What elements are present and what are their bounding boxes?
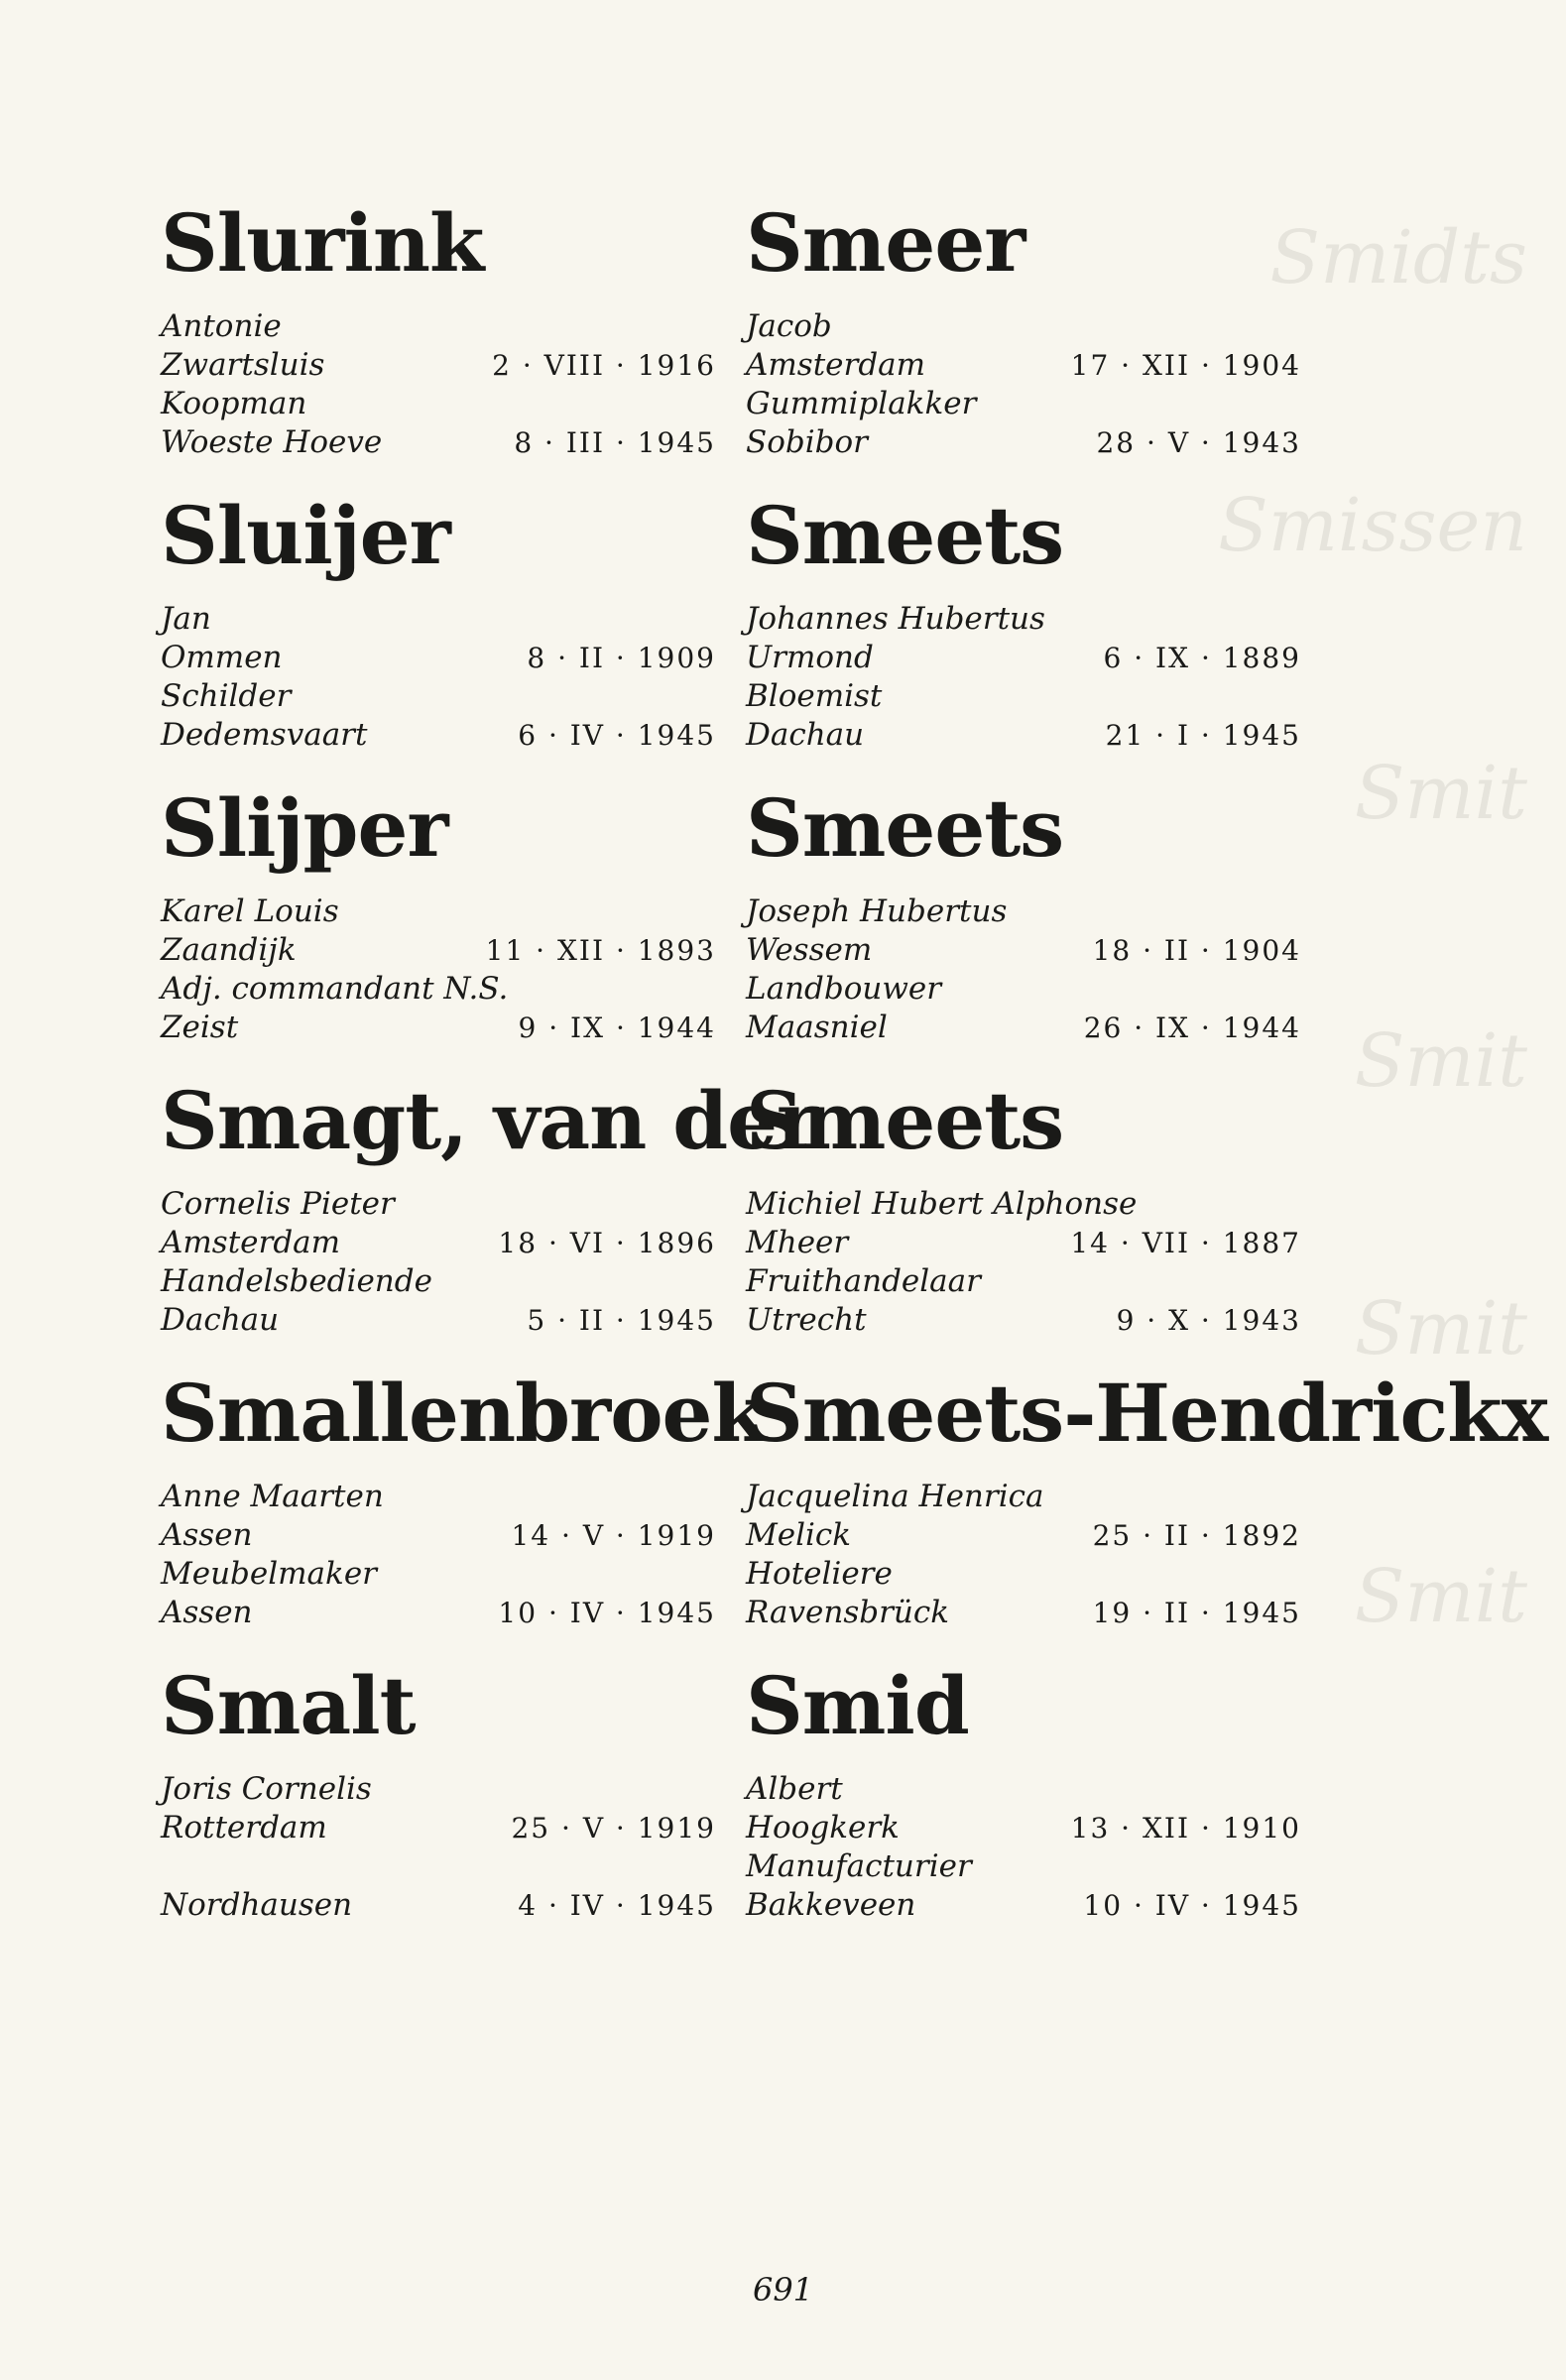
death-date: 28 · V · 1943 — [1096, 426, 1301, 459]
death-place-row — [161, 1301, 716, 1340]
birthplace: Amsterdam — [161, 1225, 341, 1260]
occupation: Fruithandelaar — [746, 1263, 981, 1299]
ghost-surname: Smit — [1354, 751, 1527, 836]
occupation-row — [161, 385, 716, 423]
birth-date: 18 · II · 1904 — [1092, 934, 1301, 967]
occupation-row — [746, 1555, 1301, 1594]
birthplace: Zaandijk — [161, 932, 297, 968]
ghost-surname: Smidts — [1269, 215, 1527, 300]
death-date: 8 · III · 1945 — [514, 426, 716, 459]
death-place-row — [746, 1301, 1301, 1340]
death-date: 21 · I · 1945 — [1105, 719, 1301, 752]
given-names-row — [746, 1770, 1301, 1809]
birthplace: Hoogkerk — [746, 1810, 900, 1845]
birthplace-row — [161, 1809, 716, 1847]
occupation: Bloemist — [746, 678, 883, 714]
surname-heading: Smeets — [746, 1074, 1064, 1167]
given-names-row — [161, 307, 716, 346]
name-entry — [161, 1359, 766, 1651]
birth-date: 17 · XII · 1904 — [1070, 349, 1301, 382]
occupation-row — [161, 1555, 716, 1594]
death-place-row — [161, 423, 716, 462]
death-date: 6 · IV · 1945 — [518, 719, 716, 752]
given-names-row — [746, 600, 1301, 639]
name-entry — [746, 188, 1301, 481]
birth-date: 8 · II · 1909 — [527, 642, 716, 674]
given-names: Jan — [161, 601, 211, 637]
surname-heading: Smeer — [746, 196, 1025, 290]
birth-date: 25 · II · 1892 — [1092, 1519, 1301, 1552]
death-place-row — [161, 1886, 716, 1925]
death-place: Maasniel — [746, 1010, 888, 1045]
death-place: Assen — [161, 1595, 253, 1630]
birthplace-row — [161, 346, 716, 385]
occupation: Handelsbediende — [161, 1263, 432, 1299]
given-names-row — [161, 892, 716, 931]
occupation-row — [746, 677, 1301, 716]
death-date: 9 · IX · 1944 — [518, 1012, 716, 1044]
birthplace-row — [746, 1516, 1301, 1555]
given-names-row — [161, 1185, 716, 1224]
birthplace: Zwartsluis — [161, 347, 325, 383]
birth-date: 14 · V · 1919 — [511, 1519, 716, 1552]
birthplace: Mheer — [746, 1225, 849, 1260]
page-number: 691 — [752, 2271, 814, 2309]
death-place: Dachau — [746, 717, 865, 753]
given-names-row — [746, 1185, 1301, 1224]
birthplace: Melick — [746, 1517, 852, 1553]
name-entry — [161, 188, 716, 481]
death-date: 19 · II · 1945 — [1092, 1597, 1301, 1629]
ghost-surname: Smit — [1354, 1286, 1527, 1371]
death-place: Sobibor — [746, 424, 868, 460]
given-names-row — [746, 307, 1301, 346]
name-entry — [746, 1066, 1301, 1359]
death-place: Dedemsvaart — [161, 717, 368, 753]
occupation: Gummiplakker — [746, 386, 977, 421]
surname-heading: Smallenbroek — [161, 1367, 766, 1460]
given-names-row — [746, 892, 1301, 931]
name-entry — [161, 1651, 716, 1944]
occupation: Manufacturier — [746, 1848, 972, 1884]
surname-heading: Smalt — [161, 1659, 416, 1752]
death-place: Zeist — [161, 1010, 239, 1045]
birth-date: 25 · V · 1919 — [511, 1812, 716, 1844]
occupation: Adj. commandant N.S. — [161, 971, 509, 1007]
occupation-row — [161, 1847, 716, 1886]
surname-heading: Sluijer — [161, 489, 450, 582]
death-place: Utrecht — [746, 1302, 867, 1338]
birthplace-row — [161, 1224, 716, 1262]
occupation-row — [746, 970, 1301, 1009]
occupation-row — [746, 1847, 1301, 1886]
occupation: Hoteliere — [746, 1556, 893, 1592]
birth-date: 14 · VII · 1887 — [1070, 1227, 1301, 1259]
birthplace: Rotterdam — [161, 1810, 327, 1845]
death-place-row — [746, 423, 1301, 462]
name-entry — [746, 481, 1301, 774]
surname-heading: Smeets-Hendrickx — [746, 1367, 1548, 1460]
occupation: Schilder — [161, 678, 292, 714]
given-names: Albert — [746, 1771, 843, 1807]
given-names: Antonie — [161, 308, 282, 344]
birthplace-row — [746, 1809, 1301, 1847]
death-date: 4 · IV · 1945 — [518, 1889, 716, 1922]
death-place-row — [161, 1594, 716, 1632]
given-names: Joseph Hubertus — [746, 893, 1008, 929]
given-names: Johannes Hubertus — [746, 601, 1045, 637]
birthplace-row — [161, 639, 716, 677]
birth-date: 18 · VI · 1896 — [498, 1227, 716, 1259]
given-names: Joris Cornelis — [161, 1771, 372, 1807]
death-place-row — [746, 716, 1301, 755]
name-entry — [746, 774, 1301, 1066]
given-names: Cornelis Pieter — [161, 1186, 395, 1222]
occupation: Landbouwer — [746, 971, 942, 1007]
given-names: Jacquelina Henrica — [746, 1479, 1044, 1514]
given-names: Michiel Hubert Alphonse — [746, 1186, 1138, 1222]
occupation: Koopman — [161, 386, 307, 421]
surname-heading: Slurink — [161, 196, 484, 290]
given-names: Anne Maarten — [161, 1479, 384, 1514]
death-date: 9 · X · 1943 — [1116, 1304, 1301, 1337]
death-place: Woeste Hoeve — [161, 424, 383, 460]
ghost-surname: Smit — [1354, 1554, 1527, 1639]
given-names-row — [161, 1770, 716, 1809]
name-entry — [746, 1651, 1301, 1944]
birthplace-row — [746, 931, 1301, 970]
death-place: Nordhausen — [161, 1887, 353, 1923]
birthplace-row — [161, 1516, 716, 1555]
birth-date: 2 · VIII · 1916 — [492, 349, 716, 382]
birth-date: 13 · XII · 1910 — [1070, 1812, 1301, 1844]
death-place-row — [746, 1594, 1301, 1632]
death-place-row — [161, 716, 716, 755]
death-place: Bakkeveen — [746, 1887, 916, 1923]
occupation-row — [161, 1262, 716, 1301]
death-date: 5 · II · 1945 — [527, 1304, 716, 1337]
birthplace-row — [161, 931, 716, 970]
birthplace-row — [746, 639, 1301, 677]
given-names: Jacob — [746, 308, 832, 344]
death-place: Dachau — [161, 1302, 280, 1338]
surname-heading: Smagt, van der — [161, 1074, 818, 1167]
birthplace-row — [746, 346, 1301, 385]
death-date: 26 · IX · 1944 — [1083, 1012, 1301, 1044]
ghost-surname: Smissen — [1218, 483, 1527, 568]
birth-date: 6 · IX · 1889 — [1103, 642, 1301, 674]
occupation-row — [746, 385, 1301, 423]
death-date: 10 · IV · 1945 — [1083, 1889, 1301, 1922]
surname-heading: Smid — [746, 1659, 969, 1752]
birth-date: 11 · XII · 1893 — [485, 934, 716, 967]
birthplace-row — [746, 1224, 1301, 1262]
given-names: Karel Louis — [161, 893, 339, 929]
death-place-row — [746, 1009, 1301, 1047]
death-place-row — [746, 1886, 1301, 1925]
surname-heading: Smeets — [746, 781, 1064, 875]
birthplace: Ommen — [161, 640, 283, 675]
occupation-row — [746, 1262, 1301, 1301]
name-entry — [161, 481, 716, 774]
ghost-surname: Smit — [1354, 1018, 1527, 1104]
birthplace: Assen — [161, 1517, 253, 1553]
birthplace: Wessem — [746, 932, 873, 968]
given-names-row — [746, 1478, 1301, 1516]
death-place-row — [161, 1009, 716, 1047]
occupation-row — [161, 677, 716, 716]
given-names-row — [161, 600, 716, 639]
occupation-row — [161, 970, 716, 1009]
given-names-row — [161, 1478, 716, 1516]
birthplace: Urmond — [746, 640, 874, 675]
birthplace: Amsterdam — [746, 347, 926, 383]
death-place: Ravensbrück — [746, 1595, 950, 1630]
death-date: 10 · IV · 1945 — [498, 1597, 716, 1629]
surname-heading: Smeets — [746, 489, 1064, 582]
occupation: Meubelmaker — [161, 1556, 377, 1592]
surname-heading: Slijper — [161, 781, 448, 875]
name-entry — [161, 774, 716, 1066]
